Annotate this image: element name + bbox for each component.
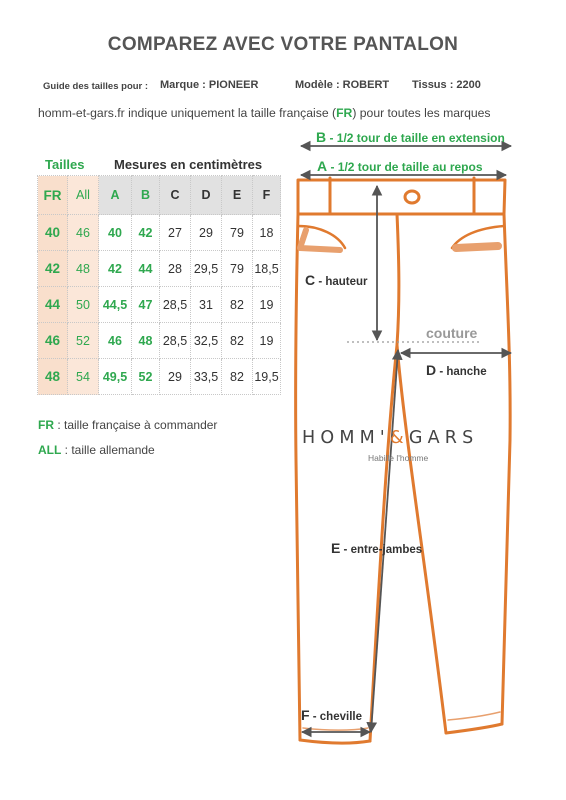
label-f-key: F [301,707,310,723]
label-d [426,362,487,378]
cell-c: 29 [160,359,191,395]
col-header-f: F [253,176,281,215]
label-e-key: E [331,540,341,556]
cell-b: 44 [132,251,160,287]
cell-b: 47 [132,287,160,323]
size-note-start: homm-et-gars.fr indique uniquement la taille française ( [38,106,337,120]
cell-b: 48 [132,323,160,359]
cell-a: 46 [99,323,132,359]
col-header-fr: FR [38,176,68,215]
cell-d: 29,5 [191,251,222,287]
cell-d: 33,5 [191,359,222,395]
label-b [316,129,505,145]
label-e [331,540,422,556]
label-a [317,158,483,174]
cell-e: 82 [222,359,253,395]
label-b-text: - 1/2 tour de taille en extension [326,131,505,145]
measures-heading: Mesures en centimètres [114,157,263,172]
cell-all: 54 [68,359,99,395]
col-header-e: E [222,176,253,215]
size-note-end: ) pour toutes les marques [352,106,491,120]
page-title: COMPAREZ AVEC VOTRE PANTALON [107,34,459,55]
label-a-key: A [317,158,328,174]
label-f-text: - cheville [309,711,362,723]
brand-logo-left: HOMM' [302,428,390,448]
legend-all-text: : taille allemande [61,443,155,457]
left-hem [300,740,370,743]
cell-c: 28 [160,251,191,287]
guide-brand: Marque : PIONEER [160,79,259,91]
label-d-key: D [426,362,437,378]
cell-b: 52 [132,359,160,395]
label-couture: couture [426,325,478,341]
right-pocket-detail [456,246,498,248]
guide-label: Guide des tailles pour : [43,81,149,92]
cell-e: 82 [222,287,253,323]
cell-f: 19,5 [253,359,281,395]
legend-fr-key: FR [38,418,54,432]
label-c-text: - hauteur [315,276,368,288]
button-icon [405,191,419,203]
sizes-heading: Tailles [45,157,85,172]
label-c-key: C [305,272,316,288]
cell-fr: 48 [38,359,68,395]
right-hem [446,724,502,733]
right-hem-turnup [448,712,500,720]
cell-fr: 42 [38,251,68,287]
cell-all: 50 [68,287,99,323]
legend-all-key: ALL [38,443,62,457]
cell-c: 28,5 [160,323,191,359]
col-header-a: A [99,176,132,215]
brand-logo-amp: & [389,428,409,448]
cell-fr: 44 [38,287,68,323]
cell-c: 27 [160,215,191,251]
cell-f: 19 [253,323,281,359]
size-note-fr: FR [336,106,353,120]
cell-a: 44,5 [99,287,132,323]
fly-seam [397,214,399,345]
brand-logo [302,428,478,448]
cell-b: 42 [132,215,160,251]
cell-f: 19 [253,287,281,323]
cell-c: 28,5 [160,287,191,323]
guide-fabric: Tissus : 2200 [412,79,481,91]
cell-all: 46 [68,215,99,251]
col-header-c: C [160,176,191,215]
left-hem-turnup [303,728,368,730]
label-b-key: B [316,129,327,145]
label-d-text: - hanche [436,366,487,378]
cell-all: 48 [68,251,99,287]
cell-e: 79 [222,215,253,251]
col-header-all: All [68,176,99,215]
left-pocket-detail [300,230,340,250]
cell-fr: 46 [38,323,68,359]
cell-f: 18,5 [253,251,281,287]
cell-a: 40 [99,215,132,251]
label-c [305,272,368,288]
cell-fr: 40 [38,215,68,251]
col-header-b: B [132,176,160,215]
cell-a: 42 [99,251,132,287]
cell-d: 32,5 [191,323,222,359]
cell-f: 18 [253,215,281,251]
label-e-text: - entre-jambes [340,544,423,556]
col-header-d: D [191,176,222,215]
left-leg-outer [296,214,300,740]
cell-e: 82 [222,323,253,359]
brand-tagline: Habille l'homme [368,453,429,463]
cell-e: 79 [222,251,253,287]
label-f [301,707,362,723]
cell-d: 31 [191,287,222,323]
cell-all: 52 [68,323,99,359]
right-leg-outer [502,214,510,724]
guide-model: Modèle : ROBERT [295,79,390,91]
legend-fr-text: : taille française à commander [54,418,218,432]
brand-logo-right: GARS [408,428,479,448]
label-a-text: - 1/2 tour de taille au repos [327,160,483,174]
cell-a: 49,5 [99,359,132,395]
cell-d: 29 [191,215,222,251]
